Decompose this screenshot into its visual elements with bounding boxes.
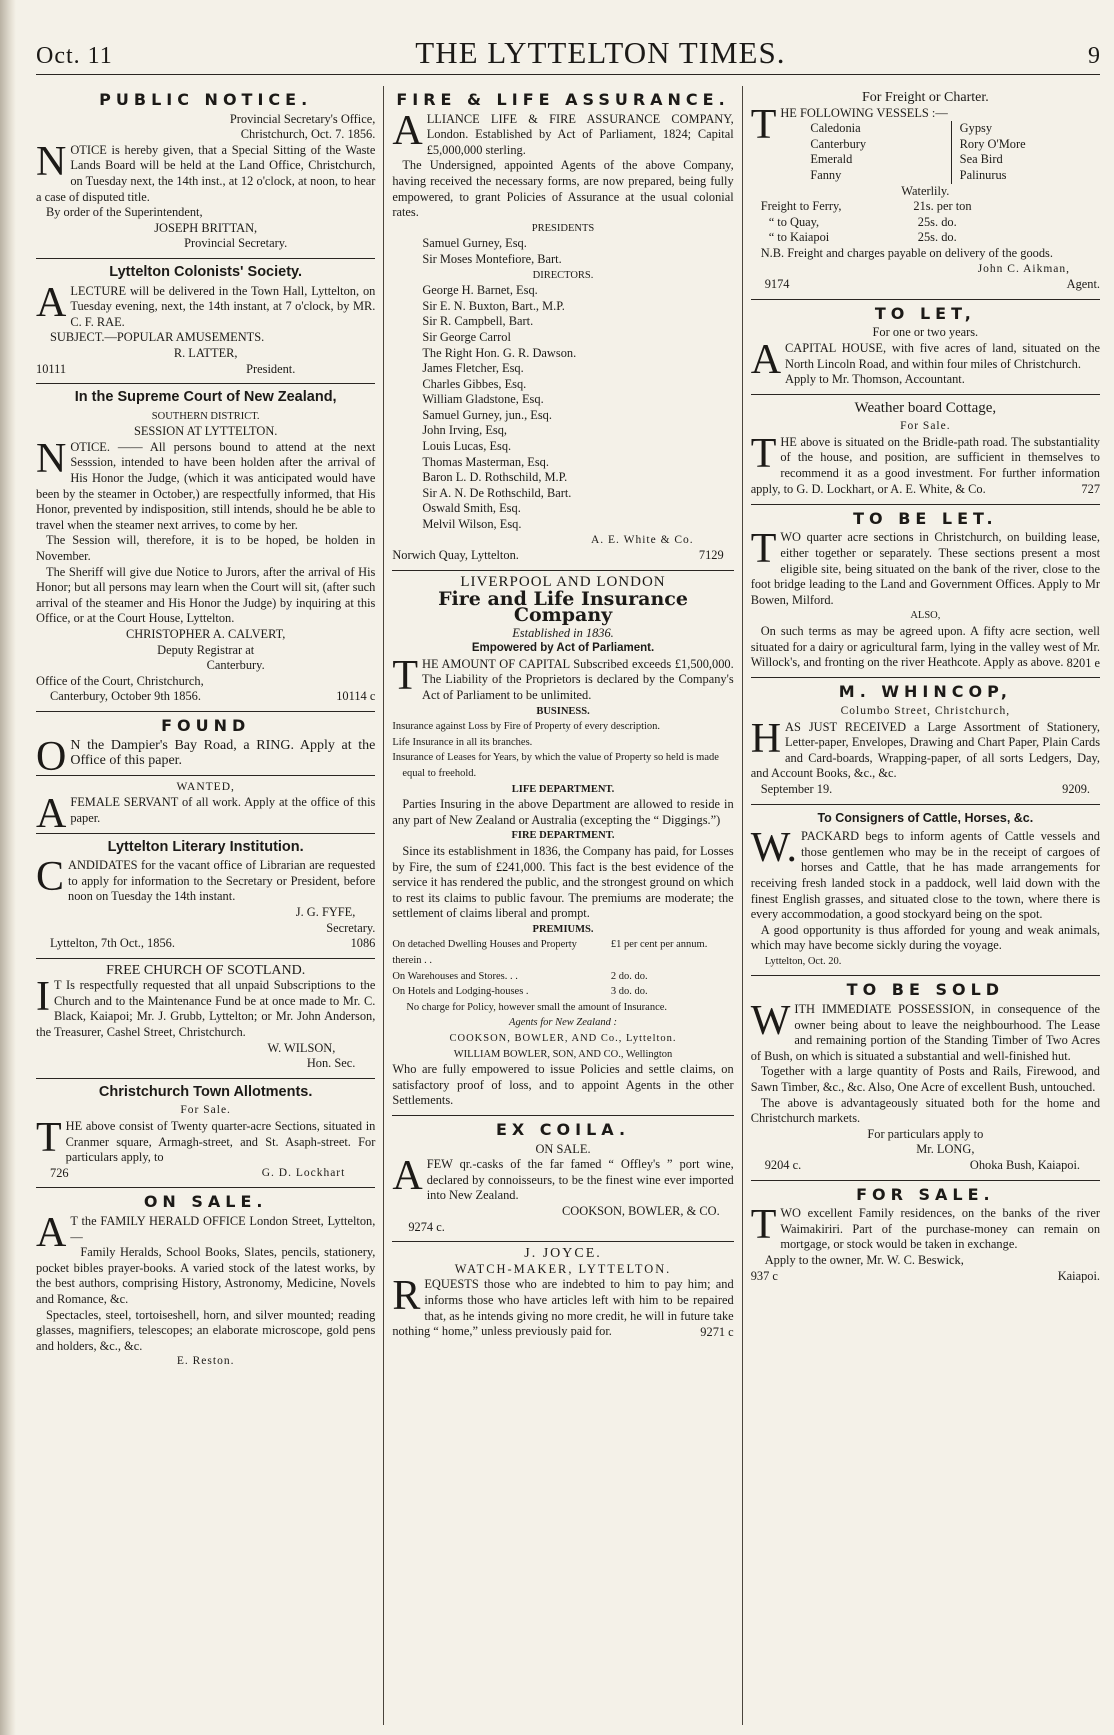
life-label: LIFE DEPARTMENT. <box>511 783 615 795</box>
ad-heading: FOUND <box>161 715 251 735</box>
ad-body: TWO excellent Family residences, on the banks of the river Waimakiriri. Part of the purchase-money can remain on mortgage, or stock would be taken in exchange. <box>750 1202 1101 1252</box>
premium-item: On Hotels and Lodging-houses . <box>392 986 529 998</box>
list-item: Caledonia <box>810 121 861 136</box>
ad-heading: FIRE & LIFE ASSURANCE. <box>396 90 730 109</box>
table-row <box>761 215 1100 231</box>
ad-sub: WATCH-MAKER, LYTTELTON. <box>454 1261 672 1276</box>
ad-heading: LIVERPOOL AND LONDON <box>460 573 666 590</box>
table-row <box>761 230 1100 246</box>
ad-number: 8201 e <box>1066 655 1101 670</box>
ad-number: 727 <box>1081 482 1101 497</box>
ad-fire-life-assurance <box>392 86 733 571</box>
ad-body: REQUESTS those who are indebted to him to pay him; and informs those who have articles left with him to be repaired that, as he intends giving no more credit, he will in future take nothing “ home,” unless previously paid for. <box>392 1273 734 1339</box>
ad-body-2: The Undersigned, appointed Agents of the above Company, having received the necessary forms, are now prepared, being fully empowered, to grant Policies of Assurance at the usual colonial rates. <box>392 158 734 220</box>
ad-role: Hon. Sec. <box>306 1056 356 1071</box>
agents-1: COOKSON, BOWLER, AND Co., Lyttelton. <box>449 1033 677 1045</box>
directors-label: DIRECTORS. <box>532 269 594 281</box>
rate-value: 21s. per ton <box>913 199 972 214</box>
presidents-label: PRESIDENTS <box>531 222 595 234</box>
ad-heading: TO LET, <box>874 303 976 323</box>
ad-heading: Lyttelton Colonists' Society. <box>109 263 303 280</box>
ad-to-be-let <box>751 505 1100 679</box>
ad-literary-institution <box>36 834 375 959</box>
ad-apply: Apply to Mr. Thomson, Accountant. <box>785 372 965 387</box>
directors-list <box>392 283 733 533</box>
ad-signatory: COOKSON, BOWLER, & CO. <box>562 1203 720 1218</box>
premium-rate: £1 per cent per annum. <box>610 939 708 951</box>
column-2 <box>383 86 741 1725</box>
agents-2: WILLIAM BOWLER, SON, AND CO., Wellington <box>453 1048 673 1060</box>
fire-body: Since its establishment in 1836, the Company has paid, for Losses by Fire, the sum of £241,000. This fact is the best evidence of the service it has rendered the public, and the strongest ground on which to rest its claims to public favour. The premiums are moderate; the settlement of claims liberal and prompt. <box>392 843 734 921</box>
ad-number: 937 c <box>750 1268 778 1283</box>
ad-free-church <box>36 959 375 1079</box>
ad-intro: THE FOLLOWING VESSELS :— <box>750 101 948 148</box>
ad-to-be-sold <box>751 976 1100 1180</box>
list-item: Oswald Smith, Esq. <box>422 501 521 516</box>
ad-body: ACAPITAL HOUSE, with five acres of land, situated on the North Lincoln Road, and within four miles of Christchurch. <box>750 336 1101 383</box>
list-item: Life Insurance in all its branches. <box>392 736 533 748</box>
ad-sub: For one or two years. <box>872 325 979 340</box>
list-item: Emerald <box>810 152 853 167</box>
ad-body: AFEW qr.-casks of the far famed “ Offley's ” port wine, declared by connoisseurs, to be the finest wine ever imported into New Zealand. <box>392 1153 734 1203</box>
column-3 <box>742 86 1100 1725</box>
ad-signatory: J. G. FYFE, <box>295 904 356 919</box>
ad-role: Agent. <box>1066 277 1101 292</box>
agents-label: Agents for New Zealand : <box>509 1017 617 1029</box>
ad-heading: WANTED, <box>176 780 235 793</box>
ad-signatory: R. LATTER, <box>173 345 238 360</box>
ad-body: W.PACKARD begs to inform agents of Cattle vessels and those gentlemen who may be in the receipt of cargoes of horses and Cattle, that he has made arrangements for receiving fresh landed stock in a paddock, well laid down with the finest English grasses, and situated close to the town, where there is every accommodation, a good stockyard being on the spot. <box>750 825 1101 922</box>
list-item: Rory O'More <box>959 136 1026 151</box>
ad-whincop <box>751 678 1100 804</box>
ad-heading: To Consigners of Cattle, Horses, &c. <box>817 810 1034 825</box>
ad-district: SOUTHERN DISTRICT. <box>151 410 260 422</box>
ad-signatory: John C. Aikman, <box>977 262 1071 275</box>
ad-dateline: Christchurch, Oct. 7. 1856. <box>240 127 376 142</box>
ad-place: Kaiapoi. <box>1057 1268 1101 1283</box>
ad-session: SESSION AT LYTTELTON. <box>133 424 278 439</box>
ad-body: ON the Dampier's Bay Road, a RING. Apply at the Office of this paper. <box>36 733 376 780</box>
premium-item: On Warehouses and Stores. . . <box>392 970 518 982</box>
agents-closing: Who are fully empowered to issue Policies and settle claims, on satisfactory proof of loss, and to appoint Agents in the other Settlements. <box>392 1062 734 1108</box>
ad-role: Secretary. <box>326 920 376 935</box>
ad-heading: EX COILA. <box>495 1120 631 1139</box>
ad-body: HAS JUST RECEIVED a Large Assortment of Stationery, Letter-paper, Envelopes, Drawing and Chart Paper, Plain Cards and Card-boards, Wrapping-paper, of all sorts Ledgers, Day, and Account Books, &c., &c. <box>750 715 1101 781</box>
list-item: Sir Moses Montefiore, Bart. <box>422 251 562 266</box>
rates-table <box>751 199 1100 246</box>
list-item: Insurance against Loss by Fire of Property of every description. <box>392 721 661 733</box>
ad-capital: THE AMOUNT OF CAPITAL Subscribed exceeds £1,500,000. The Liability of the Proprietors is declared by the Company's Act of Parliament to be unlimited. <box>392 652 734 702</box>
ad-body: NOTICE. —— All persons bound to attend at the next Sesssion, intended to have been holden after the arrival of His Honor the Judge, (which it was anticipated would have been by the steamer in October,) are respectfully informed, that His Honor, prevented by indisposition, still intends, should he be able to travel when the steamer next arrives, to come by her. <box>36 435 376 532</box>
ad-body-2: The Session will, therefore, it is to be hoped, be holden in November. <box>36 533 376 564</box>
ad-number: 726 <box>50 1165 69 1180</box>
ad-sub: ON SALE. <box>535 1141 591 1156</box>
ad-signatory: CHRISTOPHER A. CALVERT, <box>125 627 286 641</box>
ad-dateline: Lyttelton, Oct. 20. <box>764 955 842 967</box>
ad-body: THE above consist of Twenty quarter-acre Sections, situated in Cranmer square, Armagh-street, and St. Asaph-street. For particulars apply, to <box>36 1115 376 1165</box>
ad-address: Columbo Street, Christchurch, <box>840 704 1011 717</box>
ad-role-1: Deputy Registrar at <box>157 642 255 657</box>
ad-heading: PUBLIC NOTICE. <box>99 90 313 109</box>
ad-body: IT Is respectfully requested that all unpaid Subscriptions to the Church and to the Maintenance Fund be at once made to Mr. C. Black, Kaiapoi; Mr. J. Grubb, Lyttelton; or Mr. John Anderson, the Treasurer, Cashel Street, Christchurch. <box>36 974 376 1040</box>
list-item: Sea Bird <box>959 152 1003 167</box>
list-item: Sir George Carrol <box>422 329 511 344</box>
ad-body-3: The Sheriff will give due Notice to Jurors, after the arrival of His Honor; but all persons may learn when the Court will sit, (after such arrival of the steamer and His Honor the Judge) by inquiring at this Office, or at the Court House, Lyttelton. <box>36 564 376 626</box>
business-list <box>392 719 733 781</box>
list-item: Baron L. D. Rothschild, M.P. <box>422 470 568 485</box>
list-item: The Right Hon. G. R. Dawson. <box>422 345 577 360</box>
column-1 <box>36 86 383 1725</box>
ad-place: Ohoka Bush, Kaiapoi. <box>969 1158 1081 1172</box>
ad-town-allotments <box>36 1079 375 1189</box>
ad-sub: For Sale. <box>180 1104 231 1117</box>
table-row <box>761 199 1100 215</box>
ad-joyce <box>392 1242 733 1346</box>
ad-number: 9271 c <box>700 1324 734 1339</box>
list-item: Sir E. N. Buxton, Bart., M.P. <box>422 298 565 313</box>
ad-found <box>36 712 376 780</box>
ad-heading: Christchurch Town Allotments. <box>98 1083 313 1100</box>
ad-agent: A. E. White & Co. <box>590 533 694 546</box>
ad-role: President. <box>246 361 296 376</box>
ad-address: Norwich Quay, Lyttelton. <box>392 548 519 563</box>
rate-dest: “ to Quay, <box>768 214 820 229</box>
ad-heading: J. JOYCE. <box>524 1246 602 1262</box>
ad-company: Fire and Life Insurance Company <box>438 588 688 626</box>
ad-body-2: A good opportunity is thus afforded for young and weak animals, which may have become sickly during the voyage. <box>750 922 1101 953</box>
ad-empowered: Empowered by Act of Parliament. <box>471 642 655 655</box>
no-charge: No charge for Policy, however small the amount of Insurance. <box>406 1001 668 1013</box>
ad-body: AFEMALE SERVANT of all work. Apply at the office of this paper. <box>36 791 376 838</box>
ad-heading: In the Supreme Court of New Zealand, <box>74 389 337 406</box>
list-item: William Gladstone, Esq. <box>422 392 544 407</box>
list-item: James Fletcher, Esq. <box>422 361 524 376</box>
ad-consigners <box>751 805 1100 977</box>
rate-value: 25s. do. <box>917 214 957 229</box>
ad-ex-coila <box>392 1116 733 1242</box>
table-row <box>392 937 733 968</box>
ad-body-2: Family Heralds, School Books, Slates, pencils, stationery, pocket bibles prayer-books. A varied stock of the latest works, by the best authors, comprising History, Astronomy, Medicine, Novels and Romance, &c. <box>36 1245 376 1306</box>
ad-supreme-court <box>36 384 375 712</box>
ad-number: 9174 <box>764 277 790 292</box>
list-item: Samuel Gurney, Esq. <box>422 236 527 251</box>
ad-wanted <box>36 776 376 838</box>
list-item: Palinurus <box>959 167 1007 182</box>
list-item: Thomas Masterman, Esq. <box>422 454 549 469</box>
premium-item: On detached Dwelling Houses and Property therein . . <box>392 939 577 967</box>
list-item: George H. Barnet, Esq. <box>422 283 538 298</box>
ad-number: 10114 c <box>336 689 376 704</box>
list-item: Melvil Wilson, Esq. <box>422 517 522 532</box>
ad-number: 7129 <box>698 548 724 563</box>
ad-apply: For particulars apply to <box>867 1126 984 1141</box>
ad-body: TWO quarter acre sections in Christchurch, on building lease, either together or separately. These sections present a most eligible site, being situated on the bank of the river, close to the foot bridge leading to the Land and Government Offices. Apply to Mr Bowen, Milford. <box>750 526 1101 607</box>
ad-body: THE above is situated on the Bridle-path road. The substantiality of the house, and position, are sufficient in themselves to recommend it as a good investment. For further information apply, to G. D. Lockhart, or A. E. White, & Co. <box>750 430 1101 496</box>
last-vessel: Waterlily. <box>901 183 950 198</box>
list-item: Samuel Gurney, jun., Esq. <box>422 407 552 422</box>
ad-dateline: Canterbury, October 9th 1856. <box>50 689 201 704</box>
ad-colonists-society <box>36 259 375 384</box>
ad-body: CANDIDATES for the vacant office of Librarian are requested to apply for information to the Secretary or President, before noon on Tuesday the 14th instant. <box>36 854 376 904</box>
ad-heading: M. WHINCOP, <box>838 682 1012 702</box>
newspaper-title: THE LYTTELTON TIMES. <box>415 35 786 70</box>
list-item: John Irving, Esq, <box>422 423 508 438</box>
page-binding-edge <box>0 0 16 1735</box>
ad-cottage <box>751 395 1100 505</box>
ad-signatory: Mr. LONG, <box>916 1142 975 1157</box>
life-body: Parties Insuring in the above Department are allowed to reside in any part of New Zealand or Australia (excepting the “ Diggings.”) <box>392 797 734 827</box>
ad-apply: Apply to the owner, Mr. W. C. Beswick, <box>764 1252 964 1267</box>
ad-number: 9204 c. <box>764 1158 802 1172</box>
ad-order: By order of the Superintendent, <box>46 205 203 220</box>
issue-date: Oct. 11 <box>36 43 113 69</box>
rate-dest: “ to Kaiapoi <box>768 230 830 245</box>
masthead <box>36 34 1100 75</box>
rate-dest: Freight to Ferry, <box>760 199 842 214</box>
ad-on-sale <box>36 1188 375 1376</box>
ad-role-2: Canterbury. <box>206 658 265 673</box>
ad-to-let <box>751 300 1100 395</box>
ad-number: 9209. <box>1062 781 1091 796</box>
list-item: Insurance of Leases for Years, by which the value of Property so held is made equal to freehold. <box>392 752 719 779</box>
ad-heading: For Freight or Charter. <box>861 90 989 105</box>
ad-body-2: On such terms as may be agreed upon. A fifty acre section, well situated for a dairy or agricultural farm, lying in the valley west of Mr. Willock's, and fronting on the river Heathcote. Apply as above. <box>750 624 1101 670</box>
ad-heading: Lyttelton Literary Institution. <box>107 838 304 855</box>
table-row <box>392 969 733 985</box>
ad-public-notice <box>36 86 375 259</box>
list-item: Sir A. N. De Rothschild, Bart. <box>422 485 572 500</box>
ad-also: ALSO, <box>910 610 941 622</box>
ad-heading: FOR SALE. <box>856 1184 995 1204</box>
ad-body: AT the FAMILY HERALD OFFICE London Street, Lyttelton,— <box>36 1210 376 1256</box>
ad-signatory: W. WILSON, <box>267 1040 336 1055</box>
list-item: Fanny <box>810 167 842 182</box>
ad-number: 9274 c. <box>408 1219 445 1234</box>
ad-dateline: Lyttelton, 7th Oct., 1856. <box>50 936 175 951</box>
ad-nb: N.B. Freight and charges payable on delivery of the goods. <box>760 245 1053 260</box>
premium-rate: 3 do. do. <box>610 986 648 998</box>
ad-body-3: The above is advantageously situated both for the home and Christchurch markets. <box>750 1095 1101 1126</box>
page-number: 9 <box>1087 43 1100 69</box>
ad-role: Provincial Secretary. <box>184 236 288 251</box>
ad-signatory: G. D. Lockhart <box>261 1166 346 1179</box>
vessels-right <box>960 121 1100 183</box>
table-row <box>392 984 733 1000</box>
business-label: BUSINESS. <box>536 705 590 717</box>
ad-heading: Weather board Cottage, <box>854 399 997 416</box>
ad-liverpool-london <box>392 571 733 1116</box>
ad-heading: TO BE SOLD <box>846 980 1005 1000</box>
ad-body-3: Spectacles, steel, tortoiseshell, horn, and silver mounted; reading glasses, magnifiers, telescopes; an elaborate microscope, gold pens and holders, &c., &c. <box>36 1307 376 1353</box>
ad-office: Provincial Secretary's Office, <box>229 111 376 126</box>
vessels-list <box>780 121 1100 183</box>
ad-heading: TO BE LET. <box>853 508 998 528</box>
ad-sub: For Sale. <box>900 420 951 433</box>
ad-for-sale <box>751 1181 1100 1291</box>
premiums-label: PREMIUMS. <box>532 923 594 935</box>
ad-heading: FREE CHURCH OF SCOTLAND. <box>106 962 306 978</box>
columns <box>36 86 1100 1725</box>
ad-body: NOTICE is hereby given, that a Special Sitting of the Waste Lands Board will be held at the Land Office, Christchurch, on Tuesday next, the 14th inst., at 12 o'clock, at noon, to hear a case of disputed title. <box>36 138 376 204</box>
ad-body-2: Together with a large quantity of Posts and Rails, Firewood, and Sawn Timber, &c., &c. Also, One Acre of excellent Bush, untouched. <box>750 1064 1101 1095</box>
ad-subject: SUBJECT.—POPULAR AMUSEMENTS. <box>50 330 265 345</box>
ad-heading: ON SALE. <box>143 1192 268 1212</box>
ad-signatory: E. Reston. <box>176 1355 235 1368</box>
fire-label: FIRE DEPARTMENT. <box>511 830 615 842</box>
rate-value: 25s. do. <box>917 230 957 245</box>
list-item: Charles Gibbes, Esq. <box>422 376 527 391</box>
ad-number: 1086 <box>350 936 376 951</box>
ad-freight-charter <box>751 86 1100 300</box>
ad-office: Office of the Court, Christchurch, <box>36 673 204 688</box>
list-item: Sir R. Campbell, Bart. <box>422 314 534 329</box>
premium-rate: 2 do. do. <box>610 970 648 982</box>
ad-dateline: September 19. <box>760 781 833 796</box>
ad-established: Established in 1836. <box>512 625 614 640</box>
ad-signatory: JOSEPH BRITTAN, <box>154 220 258 235</box>
vessels-left <box>810 121 951 183</box>
list-item: Gypsy <box>959 121 993 136</box>
list-item: Louis Lucas, Esq. <box>422 439 512 454</box>
presidents-list <box>392 236 733 267</box>
premiums-table <box>392 937 733 999</box>
ad-body: WITH IMMEDIATE POSSESSION, in consequence of the owner being about to leave the neighbourhood. The Lease and remaining portion of the Standing Timber of Two Acres of Bush, on which is situated a substantial and well-finished hut. <box>750 998 1101 1063</box>
ad-number: 10111 <box>36 361 67 376</box>
ad-body: ALECTURE will be delivered in the Town Hall, Lyttelton, on Tuesday evening, next, the 14th instant, at 7 o'clock, by MR. C. F. RAE. <box>36 279 376 329</box>
ad-body: ALLIANCE LIFE & FIRE ASSURANCE COMPANY, London. Established by Act of Parliament, 1824; Capital £5,000,000 sterling. <box>392 107 734 157</box>
list-item: Canterbury <box>810 136 867 151</box>
